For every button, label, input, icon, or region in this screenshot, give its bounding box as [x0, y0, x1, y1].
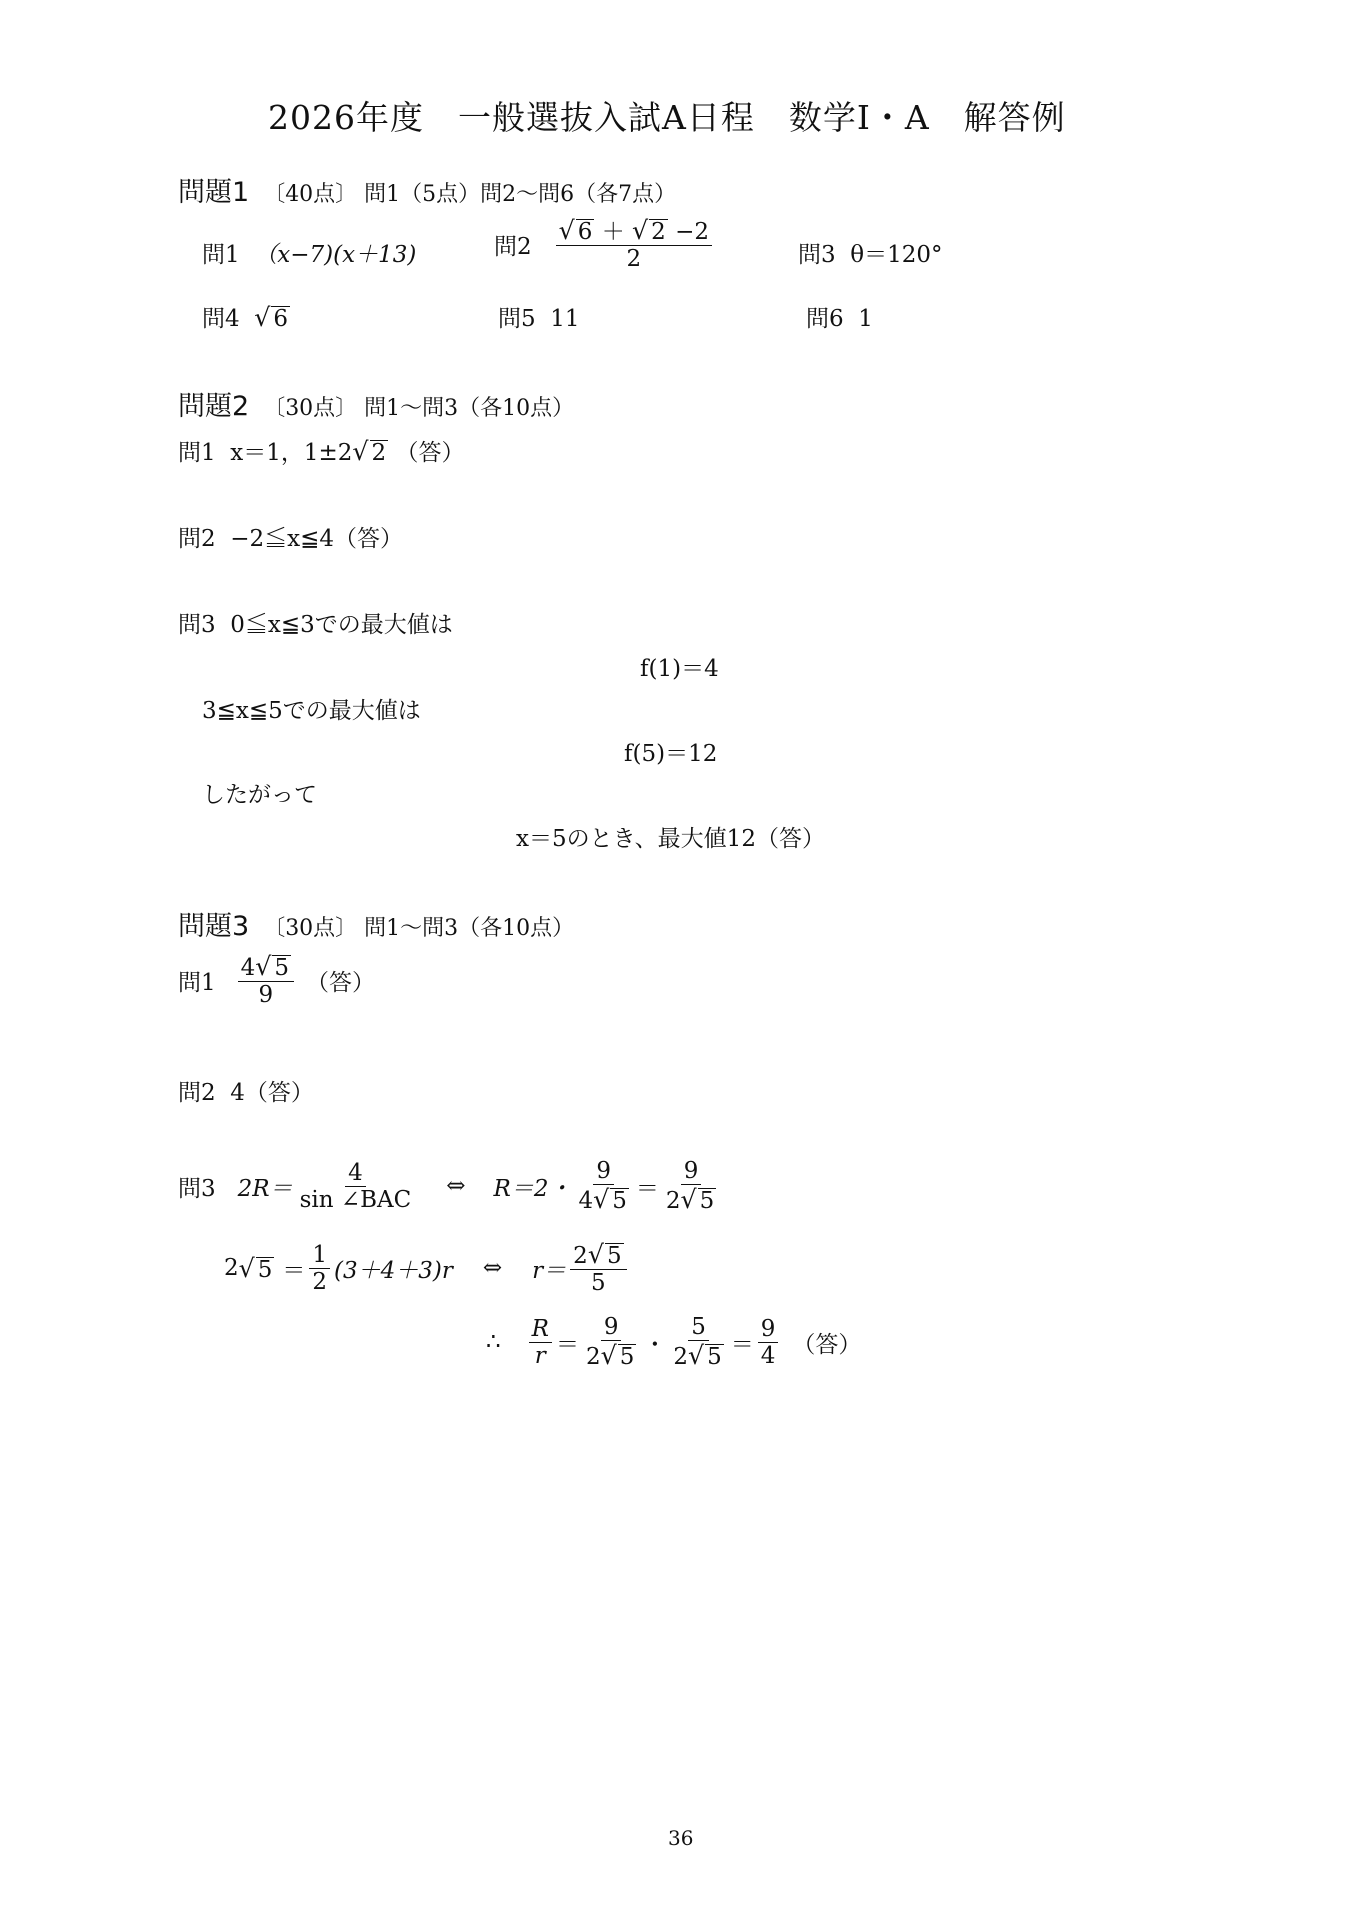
p1-q3	[798, 236, 943, 269]
p3-q3-l1-r: R＝2・	[493, 1175, 572, 1202]
p3-q3-l2-f-num-rad: 5	[606, 1242, 622, 1269]
p2-q1-label: 問1	[178, 440, 216, 466]
p2-q1-post: （答）	[395, 440, 465, 466]
p3-q3-l3-frac-a: 9 2 √ 5	[585, 1314, 635, 1371]
p3-q3-l2-rest: (3＋4＋3)r	[334, 1257, 453, 1284]
problem1-heading: 問題1	[178, 177, 250, 208]
p1-q5-label: 問5	[498, 306, 536, 332]
p1-q2-minus-term: −2	[675, 219, 710, 245]
p1-q1	[202, 236, 416, 269]
p2-q2-label: 問2	[178, 526, 216, 552]
p3-q3-l3-b-den-rad: 5	[707, 1344, 722, 1371]
p1-q5	[498, 300, 580, 333]
p3-q1-radicand: 5	[274, 954, 290, 981]
p3-q3-l1-frac3: 9 2 √ 5	[665, 1158, 715, 1215]
p3-q3-l3-den: r	[534, 1342, 546, 1369]
p3-q3-f2-num: 9	[593, 1158, 614, 1185]
p3-q3-l3-a-den-coef: 2	[585, 1344, 601, 1371]
p2-q1-answer: x＝1，1±2	[230, 440, 353, 466]
p1-q2-fraction: √ 6 ＋ √ 2 −2 2	[556, 216, 712, 273]
problem1-points: 〔40点〕 問1（5点）問2〜問6（各7点）	[263, 182, 677, 207]
p3-q3-l3-ratio	[529, 1316, 552, 1370]
p3-q1-post: （答）	[306, 969, 376, 996]
p3-q3-l2-half-den: 2	[312, 1268, 328, 1295]
p1-q5-answer: 11	[550, 306, 580, 332]
problem2-header	[178, 384, 574, 423]
p3-q3-l3-a-den-rad: 5	[619, 1344, 635, 1371]
p3-q1-num-coef: 4	[240, 955, 256, 981]
p1-q4-radicand: 6	[273, 305, 289, 332]
p3-q3-l2-eq: ＝	[282, 1257, 306, 1284]
p3-q2-answer: 4（答）	[230, 1080, 314, 1106]
p1-q1-answer: （x−7)(x＋13)	[254, 242, 417, 268]
p3-q1-label: 問1	[178, 969, 216, 996]
p2-q1-radicand: 2	[371, 439, 387, 466]
p2-q3-eq2: f(5)＝12	[624, 741, 718, 767]
p3-q3-l3-eq2: ＝	[730, 1331, 754, 1358]
therefore-symbol: ∴	[486, 1329, 501, 1356]
p3-q3-l2-r: r＝	[532, 1257, 567, 1284]
p2-q3-line1	[178, 606, 453, 639]
p3-q3-l2-half	[309, 1242, 330, 1296]
p1-q2-label: 問2	[494, 233, 532, 260]
problem2-points: 〔30点〕 問1〜問3（各10点）	[263, 396, 575, 421]
p2-q3-label: 問3	[178, 612, 216, 638]
p3-q3-label: 問3	[178, 1175, 216, 1202]
p3-q3-l3-num: R	[529, 1316, 552, 1343]
p2-q2	[178, 520, 403, 553]
problem3-header	[178, 904, 574, 943]
p3-q3-line2: 2 √ 5 ＝ $\frac{1}{2}$ (3＋4＋3)r ⇔ r＝ 2 √ 5 5	[224, 1240, 631, 1297]
p1-q6	[806, 300, 873, 333]
p3-q3-l3-post: （答）	[792, 1331, 862, 1358]
p2-q1: 問1 x＝1，1±2 √ 2 （答）	[178, 437, 465, 466]
p2-q3-line3: したがって	[202, 782, 317, 808]
p3-q3-f3-num: 9	[681, 1158, 702, 1185]
p3-q3-l3-frac-c	[758, 1316, 779, 1370]
p2-q3-eq3: x＝5のとき、最大値12（答）	[516, 826, 825, 852]
p1-q6-answer: 1	[858, 306, 873, 332]
p2-q2-answer: −2≦x≦4（答）	[230, 526, 404, 552]
p1-q2-denominator: 2	[626, 246, 642, 273]
p1-q2-radicand-b: 2	[651, 218, 666, 245]
p1-q6-label: 問6	[806, 306, 844, 332]
p3-q3-line3	[486, 1314, 861, 1371]
problem1-header	[178, 170, 676, 209]
p3-q3-l1-eq: ＝	[635, 1175, 659, 1202]
p3-q2-label: 問2	[178, 1080, 216, 1106]
p3-q3-l1-num: 4	[345, 1160, 366, 1187]
problem3-points: 〔30点〕 問1〜問3（各10点）	[263, 916, 575, 941]
p3-q1	[178, 952, 375, 1009]
p3-q3-l3-b-num: 5	[688, 1314, 709, 1341]
p1-q2-radicand-a: 6	[577, 218, 593, 245]
p3-q3-line1	[178, 1158, 723, 1215]
p3-q3-l2-fraction: 2 √ 5 5	[570, 1240, 626, 1297]
p1-q3-answer: θ＝120°	[850, 242, 943, 268]
p3-q3-l1-frac2: 9 4 √ 5	[578, 1158, 627, 1215]
problem3-heading: 問題3	[178, 911, 250, 942]
p3-q3-f3-den-coef: 2	[665, 1188, 681, 1215]
p3-q1-fraction: 4 √ 5 9	[238, 952, 294, 1009]
p1-q4-label: 問4	[202, 306, 240, 332]
p3-q2	[178, 1074, 314, 1107]
p3-q3-arrow1: ⇔	[446, 1173, 466, 1200]
p3-q3-f2-den-coef: 4	[578, 1188, 594, 1215]
p3-q3-l1-lhs: 2R＝	[237, 1175, 293, 1202]
p1-q2	[494, 216, 716, 273]
p3-q3-l2-half-num: 1	[309, 1242, 330, 1269]
p3-q3-l2-f-num-coef: 2	[573, 1243, 588, 1269]
p1-q1-label: 問1	[202, 242, 240, 268]
p3-q3-l3-b-den-coef: 2	[673, 1344, 689, 1371]
p3-q3-l1-den: sin ∠BAC	[299, 1186, 412, 1213]
p3-q3-l2-rad: 5	[257, 1256, 273, 1283]
p2-q3-eq1: f(1)＝4	[640, 656, 719, 682]
p3-q3-l2-coef: 2	[224, 1255, 239, 1282]
p1-q3-label: 問3	[798, 242, 836, 268]
problem2-heading: 問題2	[178, 391, 250, 422]
p1-q4: 問4 √ 6	[202, 303, 289, 332]
p3-q3-l1-fraction	[297, 1160, 415, 1214]
p3-q1-denominator: 9	[258, 982, 274, 1009]
p3-q3-f3-den-rad: 5	[699, 1188, 715, 1215]
p3-q3-l3-c-num: 9	[758, 1316, 779, 1343]
p3-q3-l3-eq1: ＝	[555, 1331, 579, 1358]
p3-q3-arrow2: ⇔	[482, 1255, 503, 1282]
p3-q3-l3-dot: ・	[643, 1331, 667, 1358]
p3-q3-l3-frac-b: 5 2 √ 5	[673, 1314, 722, 1371]
p3-q3-l3-c-den: 4	[760, 1342, 776, 1369]
p3-q3-f2-den-rad: 5	[612, 1188, 627, 1215]
p3-q3-l3-a-num: 9	[601, 1314, 622, 1341]
p1-q2-plus: ＋	[601, 219, 625, 245]
p3-q3-l2-f-den: 5	[591, 1270, 606, 1297]
p2-q3-line2: 3≦x≦5での最大値は	[202, 698, 421, 724]
p2-q3-line1-text: 0≦x≦3での最大値は	[230, 612, 453, 638]
page-number: 36	[668, 1826, 694, 1850]
page-title: 2026年度 一般選抜入試A日程 数学Ⅰ・A 解答例	[268, 98, 1066, 137]
